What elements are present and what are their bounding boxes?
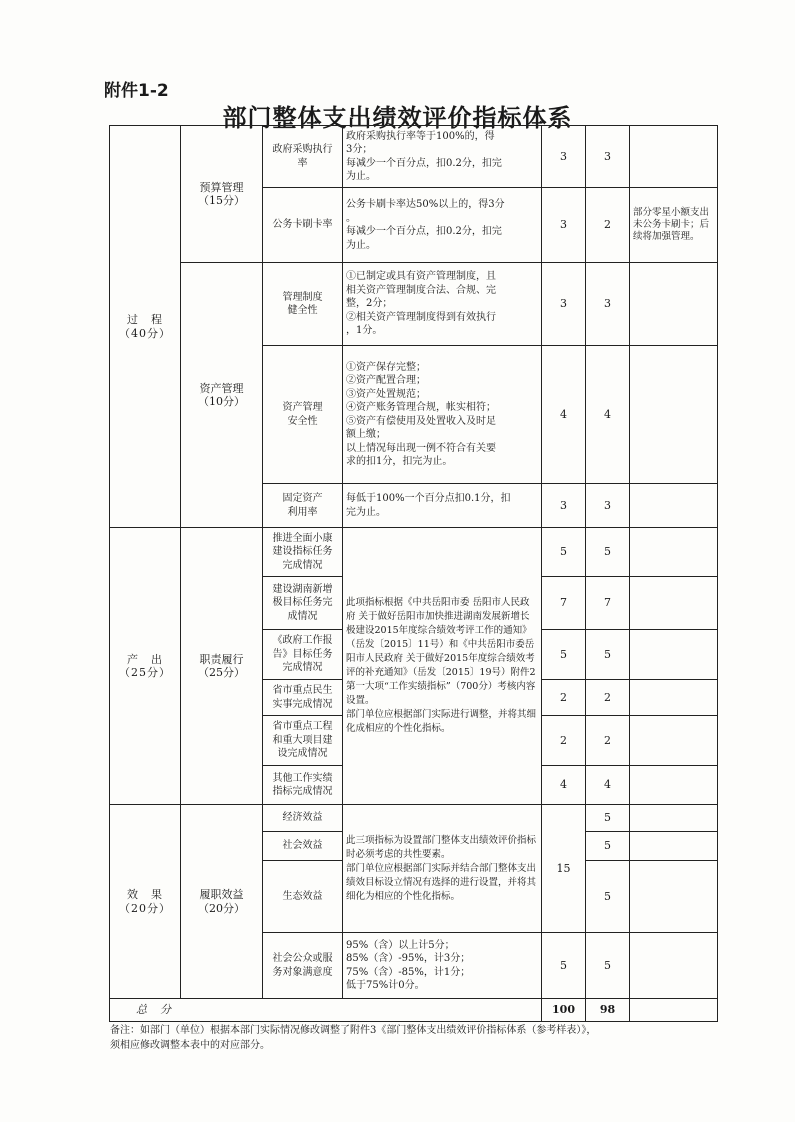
page-title: 部门整体支出绩效评价指标体系 xyxy=(222,104,573,132)
total-score: 98 xyxy=(586,999,630,1022)
weight-cell: 2 xyxy=(542,680,586,716)
table-row xyxy=(110,126,718,188)
score-cell: 5 xyxy=(586,630,630,680)
level3-indicator: 经济效益 xyxy=(263,805,343,832)
score-cell: 5 xyxy=(586,528,630,577)
level3-indicator: 政府采购执行 率 xyxy=(263,126,343,188)
level3-indicator: 社会效益 xyxy=(263,832,343,861)
score-cell: 7 xyxy=(586,577,630,630)
scoring-standard: 公务卡刷卡率达50%以上的，得3分 。 每减少一个百分点，扣0.2分，扣完 为止。 xyxy=(343,188,542,263)
level3-indicator: 生态效益 xyxy=(263,861,343,933)
duty-scoring-standard: 此项指标根据《中共岳阳市委 岳阳市人民政府 关于做好岳阳市加快推进湖南发展新增长极建设2015年度综合绩效考评工作的通知》（岳发〔2015〕11号）和《中共岳阳市委岳阳市人民政府 关于做好2015年度综合绩效考评的补充通知》（岳发〔2015〕19号）附件2第一大项“工作实绩指标”（700分）考核内容设置。 部门单位应根据部门实际进行调整，并将其细化成相应的个性化指标。 xyxy=(343,528,542,805)
level3-indicator: 其他工作实绩 指标完成情况 xyxy=(263,766,343,805)
note-cell xyxy=(630,528,718,577)
weight-cell: 5 xyxy=(542,933,586,999)
score-cell: 4 xyxy=(586,766,630,805)
note-cell xyxy=(630,832,718,861)
score-cell: 3 xyxy=(586,263,630,346)
level3-indicator: 资产管理 安全性 xyxy=(263,346,343,484)
level3-indicator: 社会公众或服 务对象满意度 xyxy=(263,933,343,999)
table-row xyxy=(110,805,718,832)
total-row xyxy=(110,999,718,1022)
note-cell xyxy=(630,766,718,805)
total-label: 总 分 xyxy=(110,999,542,1022)
weight-cell: 5 xyxy=(542,528,586,577)
scoring-standard: 95%（含）以上计5分； 85%（含）-95%，计3分； 75%（含）-85%，计1分； 低于75%计0分。 xyxy=(343,933,542,999)
score-cell: 4 xyxy=(586,346,630,484)
note-cell xyxy=(630,933,718,999)
score-cell: 2 xyxy=(586,716,630,766)
level3-indicator: 公务卡刷卡率 xyxy=(263,188,343,263)
level1-process: 过 程 （40分） xyxy=(110,126,181,528)
indicator-table xyxy=(109,125,718,1022)
note-cell xyxy=(630,346,718,484)
score-cell: 2 xyxy=(586,188,630,263)
note-cell xyxy=(630,263,718,346)
level1-effect: 效 果 （20分） xyxy=(110,805,181,999)
score-cell: 5 xyxy=(586,861,630,933)
note-cell xyxy=(630,577,718,630)
footnote: 备注：如部门（单位）根据本部门实际情况修改调整了附件3《部门整体支出绩效评价指标体系（参考样表）》， 须相应修改调整本表中的对应部分。 xyxy=(110,1025,597,1051)
total-weight: 100 xyxy=(542,999,586,1022)
weight-cell: 4 xyxy=(542,766,586,805)
level3-indicator: 省市重点工程 和重大项目建 设完成情况 xyxy=(263,716,343,766)
level3-indicator: 固定资产 利用率 xyxy=(263,484,343,528)
note-cell xyxy=(630,805,718,832)
table-row xyxy=(110,263,718,346)
note-cell xyxy=(630,716,718,766)
score-cell: 5 xyxy=(586,832,630,861)
table-row xyxy=(110,528,718,577)
weight-cell: 7 xyxy=(542,577,586,630)
level2-budget: 预算管理 （15分） xyxy=(181,126,263,263)
note-cell: 部分零星小额支出未公务卡刷卡；后续将加强管理。 xyxy=(630,188,718,263)
note-cell xyxy=(630,630,718,680)
benefit-weight-cell: 15 xyxy=(542,805,586,933)
scoring-standard: ①资产保存完整； ②资产配置合理； ③资产处置规范； ④资产账务管理合规，帐实相符； ⑤资产有偿使用及处置收入及时足 额上缴； 以上情况每出现一例不符合有关要 求的扣1分，扣完为止。 xyxy=(343,346,542,484)
level3-indicator: 推进全面小康 建设指标任务 完成情况 xyxy=(263,528,343,577)
score-cell: 3 xyxy=(586,484,630,528)
benefit-scoring-standard: 此三项指标为设置部门整体支出绩效评价指标时必须考虑的共性要素。 部门单位应根据部门实际并结合部门整体支出绩效目标设立情况有选择的进行设置，并将其细化为相应的个性化指标。 xyxy=(343,805,542,933)
level1-output: 产 出 （25分） xyxy=(110,528,181,805)
level3-indicator: 省市重点民生 实事完成情况 xyxy=(263,680,343,716)
score-cell: 3 xyxy=(586,126,630,188)
level2-perform: 履职效益 （20分） xyxy=(181,805,263,999)
note-cell xyxy=(630,680,718,716)
weight-cell: 2 xyxy=(542,716,586,766)
total-note xyxy=(630,999,718,1022)
scoring-standard: 每低于100%一个百分点扣0.1分，扣 完为止。 xyxy=(343,484,542,528)
weight-cell: 3 xyxy=(542,188,586,263)
note-cell xyxy=(630,861,718,933)
annex-label: 附件1-2 xyxy=(104,81,169,101)
note-cell xyxy=(630,484,718,528)
level3-indicator: 建设湖南新增 极目标任务完 成情况 xyxy=(263,577,343,630)
level3-indicator: 《政府工作报 告》目标任务 完成情况 xyxy=(263,630,343,680)
score-cell: 5 xyxy=(586,805,630,832)
weight-cell: 3 xyxy=(542,263,586,346)
weight-cell: 5 xyxy=(542,630,586,680)
score-cell: 2 xyxy=(586,680,630,716)
note-cell xyxy=(630,126,718,188)
scoring-standard: 政府采购执行率等于100%的，得 3分； 每减少一个百分点，扣0.2分，扣完 为止。 xyxy=(343,126,542,188)
weight-cell: 3 xyxy=(542,126,586,188)
level2-asset: 资产管理 （10分） xyxy=(181,263,263,528)
weight-cell: 3 xyxy=(542,484,586,528)
level2-duty: 职责履行 （25分） xyxy=(181,528,263,805)
score-cell: 5 xyxy=(586,933,630,999)
weight-cell: 4 xyxy=(542,346,586,484)
level3-indicator: 管理制度 健全性 xyxy=(263,263,343,346)
scoring-standard: ①已制定或具有资产管理制度，且 相关资产管理制度合法、合规、完 整，2分； ②相关资产管理制度得到有效执行 ，1分。 xyxy=(343,263,542,346)
